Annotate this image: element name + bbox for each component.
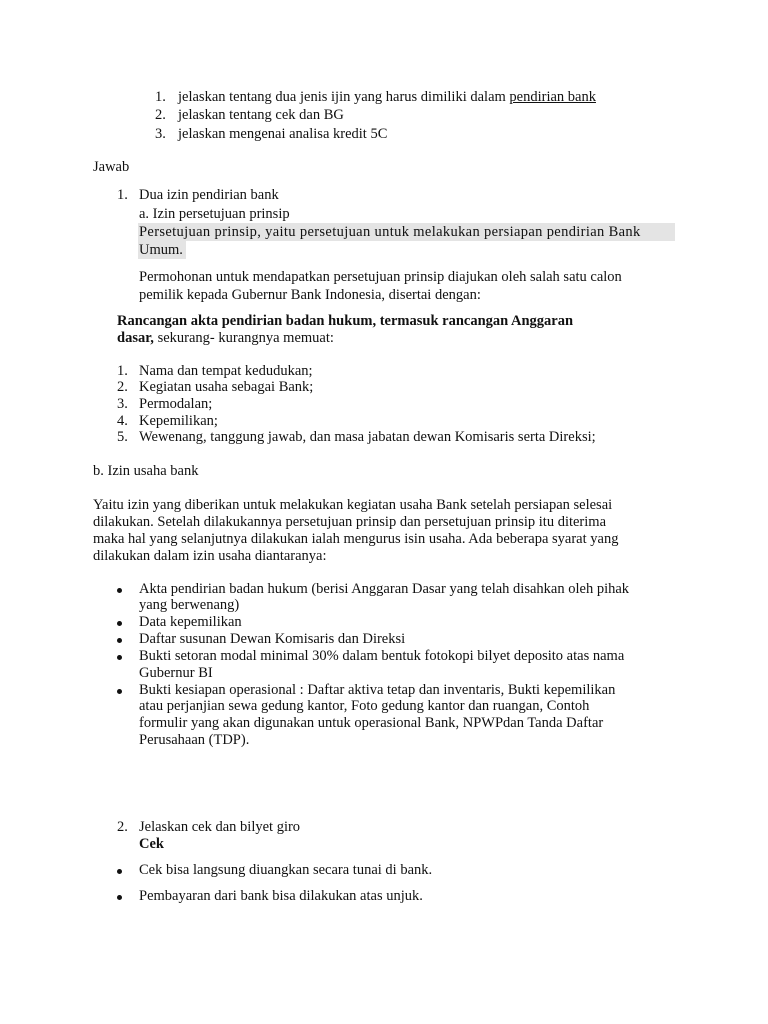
highlighted-line-2: Umum. [139,242,183,258]
bold-line-2-bold: dasar, [117,330,154,346]
question-2-number: 2. [155,107,166,123]
bullet-text: Pembayaran dari bank bisa dilakukan atas unjuk. [139,888,423,904]
highlighted-line-1: Persetujuan prinsip, yaitu persetujuan untuk melakukan persiapan pendirian Bank [139,224,641,240]
paragraph-2-line: maka hal yang selanjutnya dilakukan ialah mengurus isin usaha. Ada beberapa syarat yang [93,531,619,547]
list-item-number: 1. [117,363,128,379]
question-2: jelaskan tentang cek dan BG [178,107,344,123]
question-1-text: jelaskan tentang dua jenis ijin yang harus dimiliki dalam [178,89,510,105]
question-3-number: 3. [155,126,166,142]
sub-heading-b: b. Izin usaha bank [93,463,199,479]
bullet-icon [117,588,122,593]
cek-heading: Cek [139,836,164,852]
bold-line-2 [117,330,334,347]
bullet-text: Perusahaan (TDP). [139,732,250,748]
answer-2-number: 2. [117,819,128,835]
answer-1-number: 1. [117,187,128,203]
paragraph-2-line: dilakukan. Setelah dilakukannya persetujuan prinsip dan persetujuan prinsip itu diterima [93,514,607,530]
list-item: Wewenang, tanggung jawab, dan masa jabatan dewan Komisaris serta Direksi; [139,429,596,445]
bullet-text: Bukti setoran modal minimal 30% dalam bentuk fotokopi bilyet deposito atas nama [139,648,625,664]
question-1 [178,89,596,106]
question-1-link: pendirian bank [509,89,596,105]
bullet-text: atau perjanjian sewa gedung kantor, Foto gedung kantor dan ruangan, Contoh [139,698,590,714]
paragraph-2-line: dilakukan dalam izin usaha diantaranya: [93,548,327,564]
bold-line-1: Rancangan akta pendirian badan hukum, termasuk rancangan Anggaran [117,313,574,329]
bullet-text: formulir yang akan digunakan untuk operasional Bank, NPWPdan Tanda Daftar [139,715,604,731]
sub-heading-a: a. Izin persetujuan prinsip [139,206,290,222]
bullet-text: yang berwenang) [139,597,240,613]
bullet-icon [117,621,122,626]
bullet-text: Cek bisa langsung diuangkan secara tunai di bank. [139,862,433,878]
bullet-text: Bukti kesiapan operasional : Daftar aktiva tetap dan inventaris, Bukti kepemilikan [139,682,616,698]
bullet-icon [117,895,122,900]
bullet-icon [117,869,122,874]
bullet-text: Gubernur BI [139,665,213,681]
bullet-icon [117,638,122,643]
list-item: Permodalan; [139,396,213,412]
list-item-number: 3. [117,396,128,412]
list-item-number: 4. [117,413,128,429]
question-1-number: 1. [155,89,166,105]
answer-2-title: Jelaskan cek dan bilyet giro [139,819,301,835]
list-item: Kepemilikan; [139,413,218,429]
list-item-number: 2. [117,379,128,395]
paragraph-line-1: Permohonan untuk mendapatkan persetujuan prinsip diajukan oleh salah satu calon [139,269,622,285]
paragraph-line-2: pemilik kepada Gubernur Bank Indonesia, disertai dengan: [139,287,481,303]
list-item: Nama dan tempat kedudukan; [139,363,313,379]
bullet-text: Akta pendirian badan hukum (berisi Anggaran Dasar yang telah disahkan oleh pihak [139,581,630,597]
bold-line-2-rest: sekurang- kurangnya memuat: [153,330,334,346]
jawab-heading: Jawab [93,159,130,175]
list-item: Kegiatan usaha sebagai Bank; [139,379,314,395]
bullet-icon [117,689,122,694]
list-item-number: 5. [117,429,128,445]
paragraph-2-line: Yaitu izin yang diberikan untuk melakukan kegiatan usaha Bank setelah persiapan selesai [93,497,613,513]
answer-1-title: Dua izin pendirian bank [139,187,279,203]
bullet-icon [117,655,122,660]
bullet-text: Daftar susunan Dewan Komisaris dan Direksi [139,631,406,647]
question-3: jelaskan mengenai analisa kredit 5C [178,126,388,142]
bullet-text: Data kepemilikan [139,614,242,630]
